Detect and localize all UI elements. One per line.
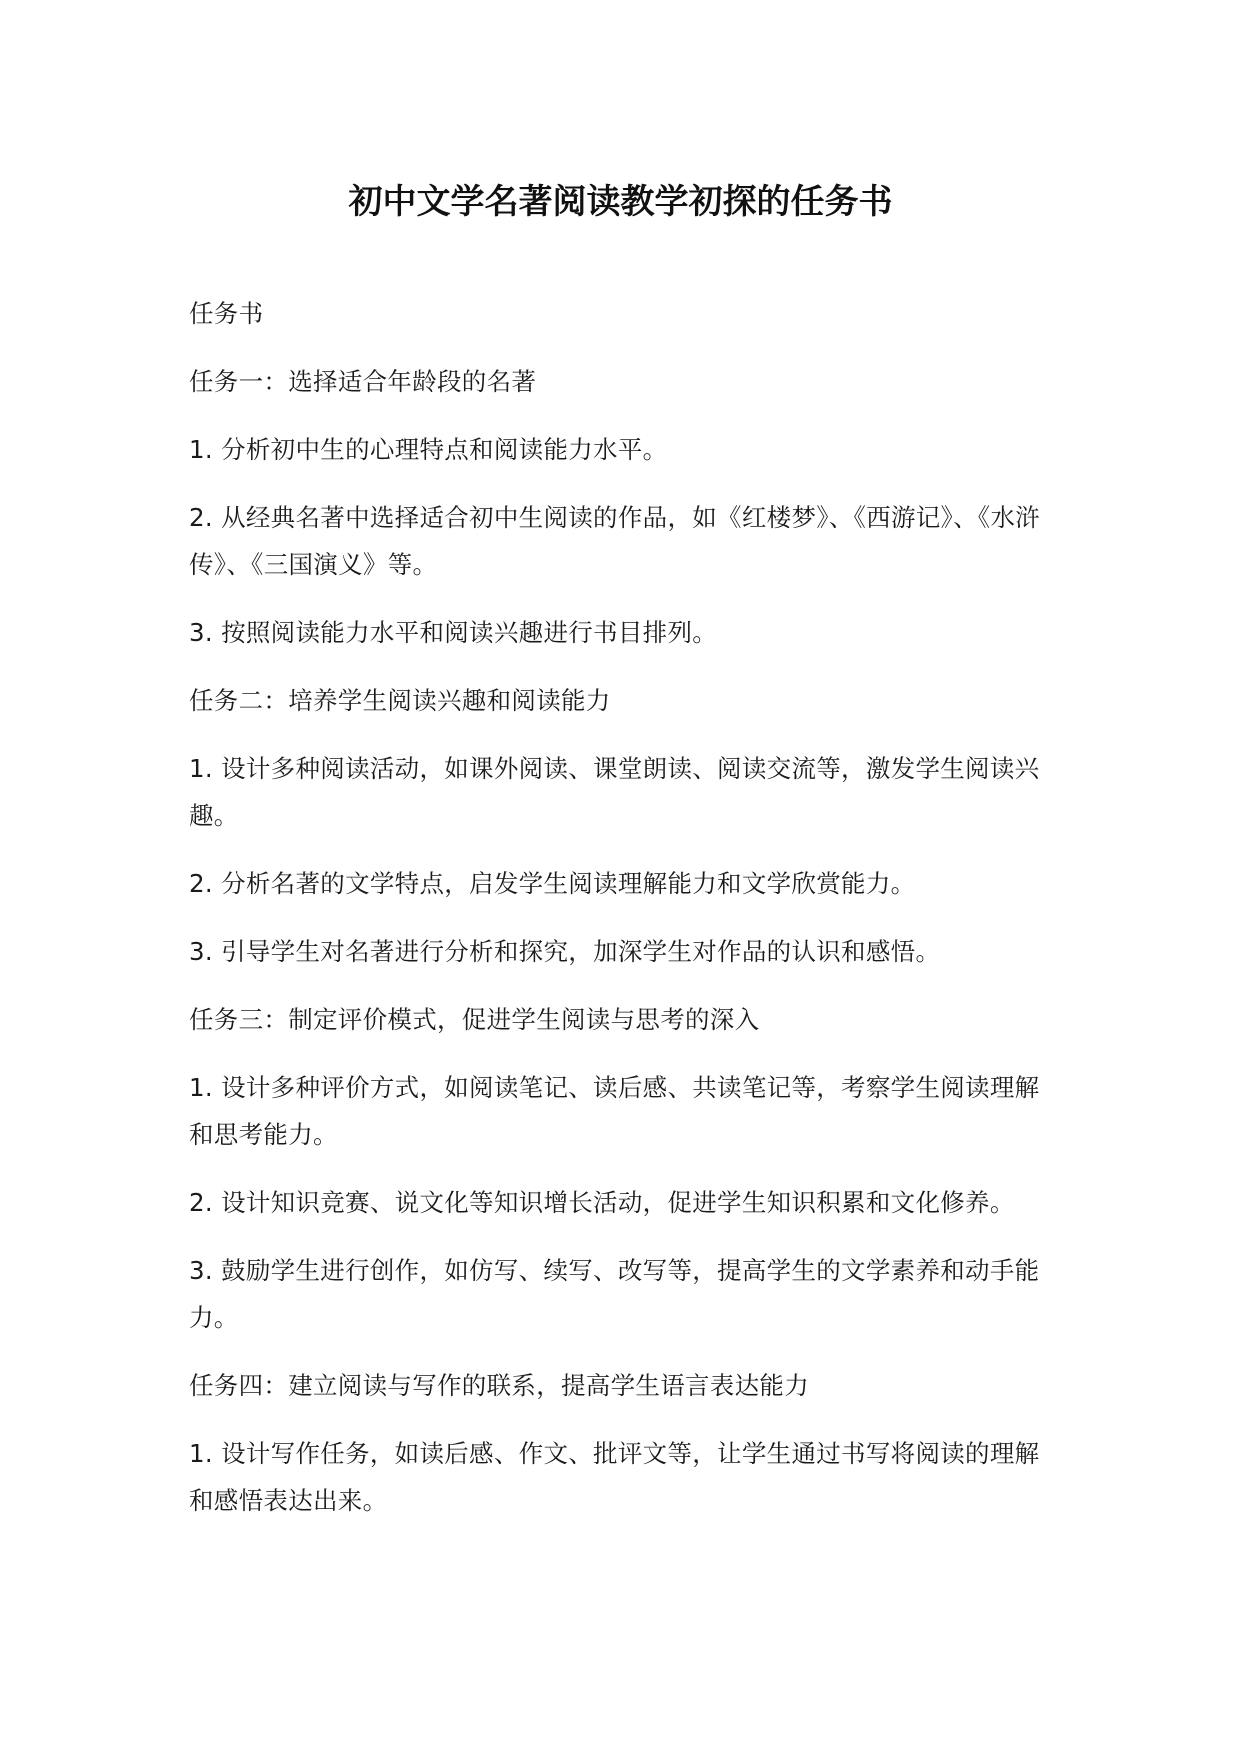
task-2-item-3: 3. 引导学生对名著进行分析和探究，加深学生对作品的认识和感悟。 <box>189 937 941 966</box>
task-1-item-2: 2. 从经典名著中选择适合初中生阅读的作品，如《红楼梦》、《西游记》、《水浒传》、《三国演义》等。 <box>189 503 1041 579</box>
task-2-heading: 任务二：培养学生阅读兴趣和阅读能力 <box>189 686 611 715</box>
task-4-heading: 任务四：建立阅读与写作的联系，提高学生语言表达能力 <box>189 1371 809 1400</box>
task-1-heading: 任务一：选择适合年龄段的名著 <box>189 367 537 396</box>
task-3-heading: 任务三：制定评价模式，促进学生阅读与思考的深入 <box>189 1005 760 1034</box>
task-1-item-1: 1. 分析初中生的心理特点和阅读能力水平。 <box>189 435 668 464</box>
paragraph-heading: 任务书 <box>189 299 264 328</box>
task-2-item-2: 2. 分析名著的文学特点，启发学生阅读理解能力和文学欣赏能力。 <box>189 869 916 898</box>
task-4-item-1: 1. 设计写作任务，如读后感、作文、批评文等，让学生通过书写将阅读的理解和感悟表达出来。 <box>189 1439 1040 1515</box>
document-body <box>189 290 1045 1545</box>
document-title: 初中文学名著阅读教学初探的任务书 <box>348 182 893 222</box>
task-3-item-2: 2. 设计知识竞赛、说文化等知识增长活动，促进学生知识积累和文化修养。 <box>189 1188 1015 1217</box>
task-3-item-3: 3. 鼓励学生进行创作，如仿写、续写、改写等，提高学生的文学素养和动手能力。 <box>189 1256 1040 1332</box>
task-2-item-1: 1. 设计多种阅读活动，如课外阅读、课堂朗读、阅读交流等，激发学生阅读兴趣。 <box>189 754 1040 830</box>
task-1-item-3: 3. 按照阅读能力水平和阅读兴趣进行书目排列。 <box>189 618 718 647</box>
task-3-item-1: 1. 设计多种评价方式，如阅读笔记、读后感、共读笔记等，考察学生阅读理解和思考能力。 <box>189 1073 1040 1149</box>
